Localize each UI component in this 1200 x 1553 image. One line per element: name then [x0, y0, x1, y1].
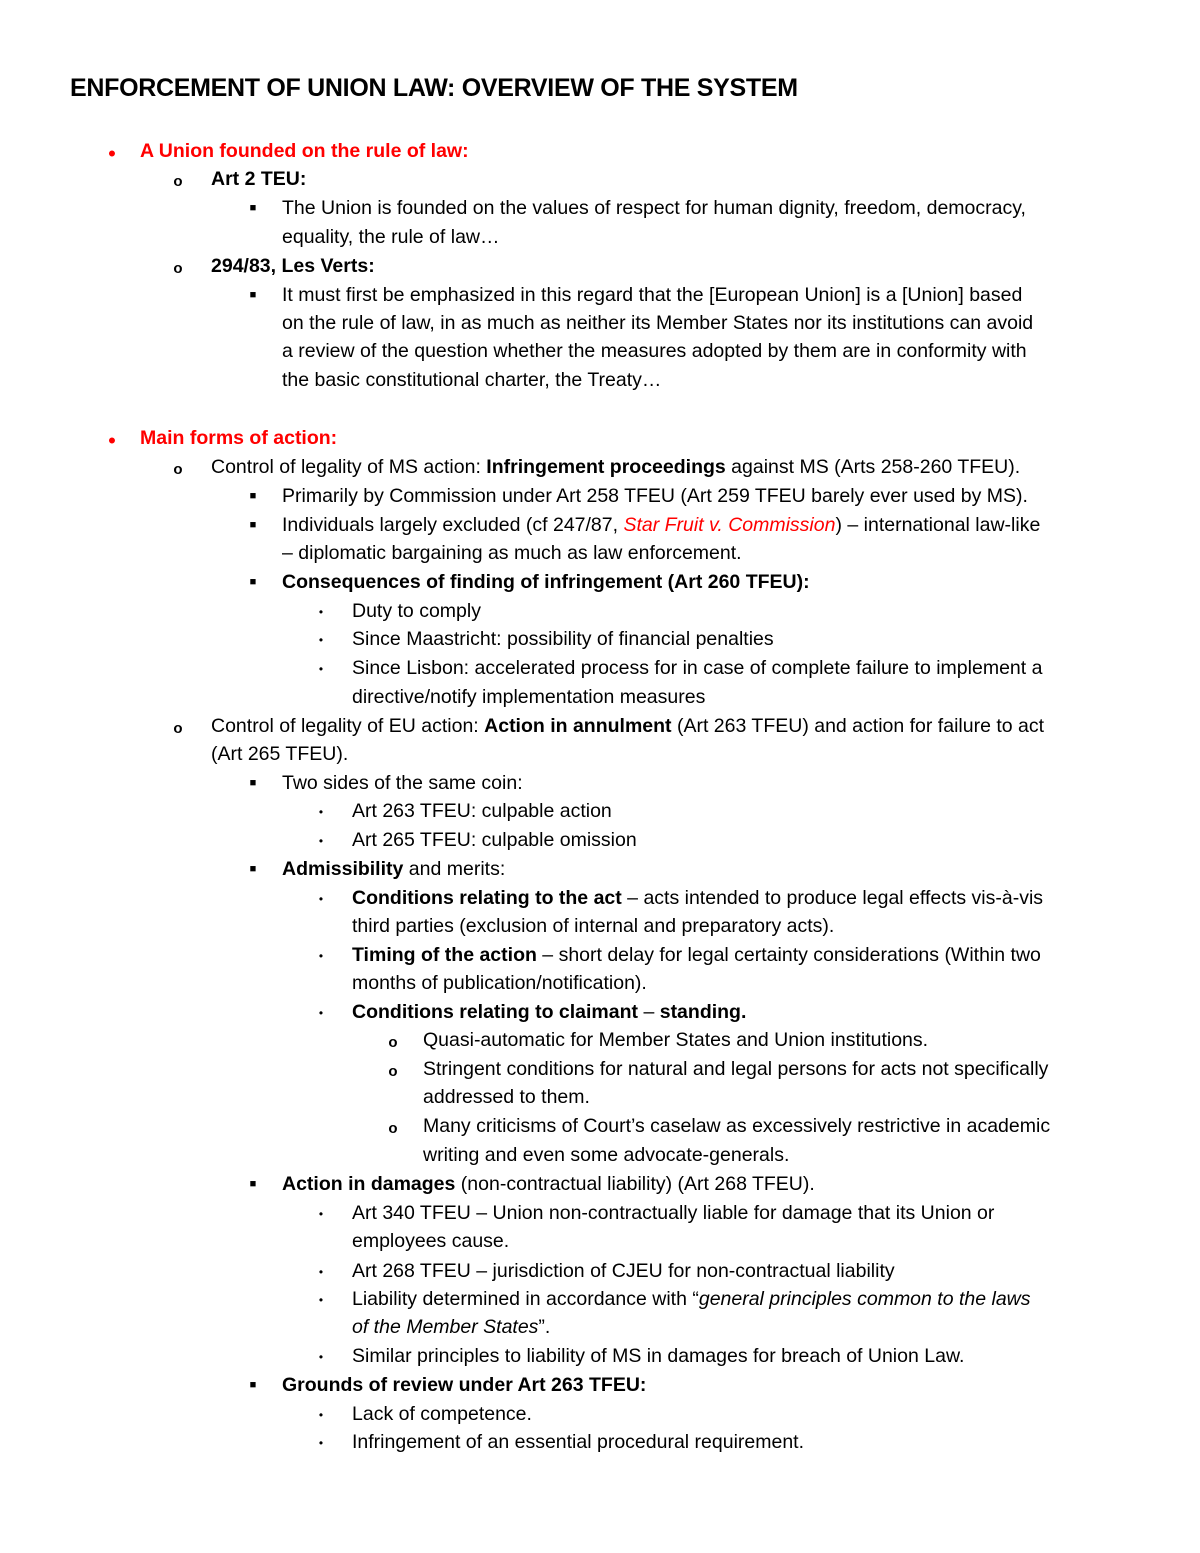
- ms-action-line: [211, 453, 1020, 482]
- ms-item-text: ) – international law-like: [835, 514, 1041, 536]
- les-verts-text-line: a review of the question whether the measures adopted by them are in conformity with: [282, 340, 1027, 362]
- grounds-item: Lack of competence.: [352, 1403, 532, 1425]
- les-verts-text-line: the basic constitutional charter, the Treaty…: [282, 369, 662, 391]
- damages-item-cont: employees cause.: [352, 1230, 510, 1252]
- bullet-circle-icon: o: [388, 1063, 398, 1080]
- admissibility-label: [282, 855, 505, 884]
- les-verts-label: 294/83, Les Verts:: [211, 255, 375, 277]
- consequence-item: Since Maastricht: possibility of financial penalties: [352, 628, 774, 650]
- bullet-circle-icon: o: [173, 173, 183, 190]
- bullet-circle-icon: o: [173, 720, 183, 737]
- bullet-circle-icon: o: [388, 1120, 398, 1137]
- ms-item-individuals: [282, 511, 1040, 540]
- bullet-small-dot-icon: •: [318, 1408, 324, 1422]
- bullet-square-icon: ■: [249, 576, 257, 588]
- act-condition-bold: Conditions relating to the act: [352, 887, 622, 909]
- bullet-small-dot-icon: •: [318, 1207, 324, 1221]
- damages-item: Art 268 TFEU – jurisdiction of CJEU for non-contractual liability: [352, 1260, 895, 1282]
- bullet-small-dot-icon: •: [318, 633, 324, 647]
- act-condition-line: [352, 884, 1043, 913]
- bullet-square-icon: ■: [249, 777, 257, 789]
- ms-item-commission: Primarily by Commission under Art 258 TFEU (Art 259 TFEU barely ever used by MS).: [282, 485, 1028, 507]
- ms-item-text: Individuals largely excluded (cf 247/87,: [282, 514, 624, 536]
- damages-item-text: ”.: [538, 1316, 551, 1338]
- art2-text-line: The Union is founded on the values of respect for human dignity, freedom, democracy,: [282, 197, 1026, 219]
- timing-text: – short delay for legal certainty considerations (Within two: [536, 944, 1041, 966]
- eu-action-text: Control of legality of EU action:: [211, 715, 485, 737]
- bullet-small-dot-icon: •: [318, 1436, 324, 1450]
- bullet-small-dot-icon: •: [318, 1265, 324, 1279]
- damages-item-text: Liability determined in accordance with “: [352, 1288, 699, 1310]
- section-heading-rule-of-law: A Union founded on the rule of law:: [140, 140, 469, 162]
- eu-action-text: (Art 263 TFEU) and action for failure to act: [671, 715, 1045, 737]
- two-sides-item: Art 265 TFEU: culpable omission: [352, 829, 637, 851]
- star-fruit-case: Star Fruit v. Commission: [623, 514, 836, 536]
- admissibility-bold: Admissibility: [282, 858, 404, 880]
- ms-item-individuals-cont: – diplomatic bargaining as much as law enforcement.: [282, 542, 742, 564]
- claimant-line: [352, 998, 746, 1027]
- timing-cont: months of publication/notification).: [352, 972, 647, 994]
- damages-item: Similar principles to liability of MS in damages for breach of Union Law.: [352, 1345, 965, 1367]
- consequence-item-cont: directive/notify implementation measures: [352, 686, 706, 708]
- two-sides-item: Art 263 TFEU: culpable action: [352, 800, 612, 822]
- les-verts-text-line: on the rule of law, in as much as neither its Member States nor its institutions can avoid: [282, 312, 1034, 334]
- admissibility-text: and merits:: [403, 858, 506, 880]
- section-heading-main-forms: Main forms of action:: [140, 427, 338, 449]
- damages-item-cont: [352, 1313, 550, 1342]
- page-title: ENFORCEMENT OF UNION LAW: OVERVIEW OF THE SYSTEM: [70, 74, 798, 102]
- grounds-label: Grounds of review under Art 263 TFEU:: [282, 1374, 647, 1396]
- ms-action-text: against MS (Arts 258-260 TFEU).: [725, 456, 1021, 478]
- bullet-square-icon: ■: [249, 289, 257, 301]
- damages-item: Art 340 TFEU – Union non-contractually liable for damage that its Union or: [352, 1202, 995, 1224]
- act-condition-cont: third parties (exclusion of internal and preparatory acts).: [352, 915, 835, 937]
- bullet-small-dot-icon: •: [318, 662, 324, 676]
- eu-action-bold: Action in annulment: [484, 715, 672, 737]
- damages-item: [352, 1285, 1031, 1314]
- damages-text: (non-contractual liability) (Art 268 TFEU).: [455, 1173, 815, 1195]
- bullet-square-icon: ■: [249, 1178, 257, 1190]
- damages-label: [282, 1170, 815, 1199]
- bullet-square-icon: ■: [249, 1379, 257, 1391]
- bullet-small-dot-icon: •: [318, 949, 324, 963]
- bullet-small-dot-icon: •: [318, 605, 324, 619]
- eu-action-line-cont: (Art 265 TFEU).: [211, 743, 349, 765]
- bullet-small-dot-icon: •: [318, 834, 324, 848]
- grounds-item: Infringement of an essential procedural requirement.: [352, 1431, 805, 1453]
- timing-line: [352, 941, 1041, 970]
- bullet-circle-icon: o: [173, 461, 183, 478]
- claimant-item: Stringent conditions for natural and legal persons for acts not specifically: [423, 1058, 1049, 1080]
- damages-item-italic: general principles common to the laws: [698, 1288, 1031, 1310]
- claimant-item-cont: writing and even some advocate-generals.: [423, 1144, 790, 1166]
- act-condition-text: – acts intended to produce legal effects vis-à-vis: [621, 887, 1044, 909]
- les-verts-text-line: It must first be emphasized in this regard that the [European Union] is a [Union] based: [282, 284, 1023, 306]
- damages-item-italic: of the Member States: [352, 1316, 539, 1338]
- bullet-circle-icon: o: [173, 260, 183, 277]
- consequence-item: Duty to comply: [352, 600, 481, 622]
- bullet-small-dot-icon: •: [318, 1293, 324, 1307]
- bullet-square-icon: ■: [249, 519, 257, 531]
- ms-action-text: Control of legality of MS action:: [211, 456, 487, 478]
- claimant-item: Many criticisms of Court’s caselaw as excessively restrictive in academic: [423, 1115, 1051, 1137]
- art2-label: Art 2 TEU:: [211, 168, 307, 190]
- art2-text-line: equality, the rule of law…: [282, 226, 500, 248]
- bullet-circle-icon: o: [388, 1034, 398, 1051]
- bullet-small-dot-icon: •: [318, 1350, 324, 1364]
- bullet-dot-icon: •: [108, 428, 116, 453]
- claimant-standing: standing.: [659, 1001, 747, 1023]
- timing-bold: Timing of the action: [352, 944, 537, 966]
- eu-action-line: [211, 712, 1044, 741]
- bullet-square-icon: ■: [249, 490, 257, 502]
- damages-bold: Action in damages: [282, 1173, 456, 1195]
- claimant-item: Quasi-automatic for Member States and Union institutions.: [423, 1029, 929, 1051]
- ms-action-bold: Infringement proceedings: [486, 456, 726, 478]
- claimant-dash: –: [638, 1001, 660, 1023]
- claimant-item-cont: addressed to them.: [423, 1086, 590, 1108]
- consequence-item: Since Lisbon: accelerated process for in case of complete failure to implement a: [352, 657, 1043, 679]
- bullet-small-dot-icon: •: [318, 805, 324, 819]
- bullet-small-dot-icon: •: [318, 892, 324, 906]
- claimant-bold: Conditions relating to claimant: [352, 1001, 639, 1023]
- bullet-square-icon: ■: [249, 863, 257, 875]
- bullet-small-dot-icon: •: [318, 1006, 324, 1020]
- consequences-label: Consequences of finding of infringement (Art 260 TFEU):: [282, 571, 810, 593]
- bullet-square-icon: ■: [249, 202, 257, 214]
- two-sides-label: Two sides of the same coin:: [282, 772, 523, 794]
- bullet-dot-icon: •: [108, 141, 116, 166]
